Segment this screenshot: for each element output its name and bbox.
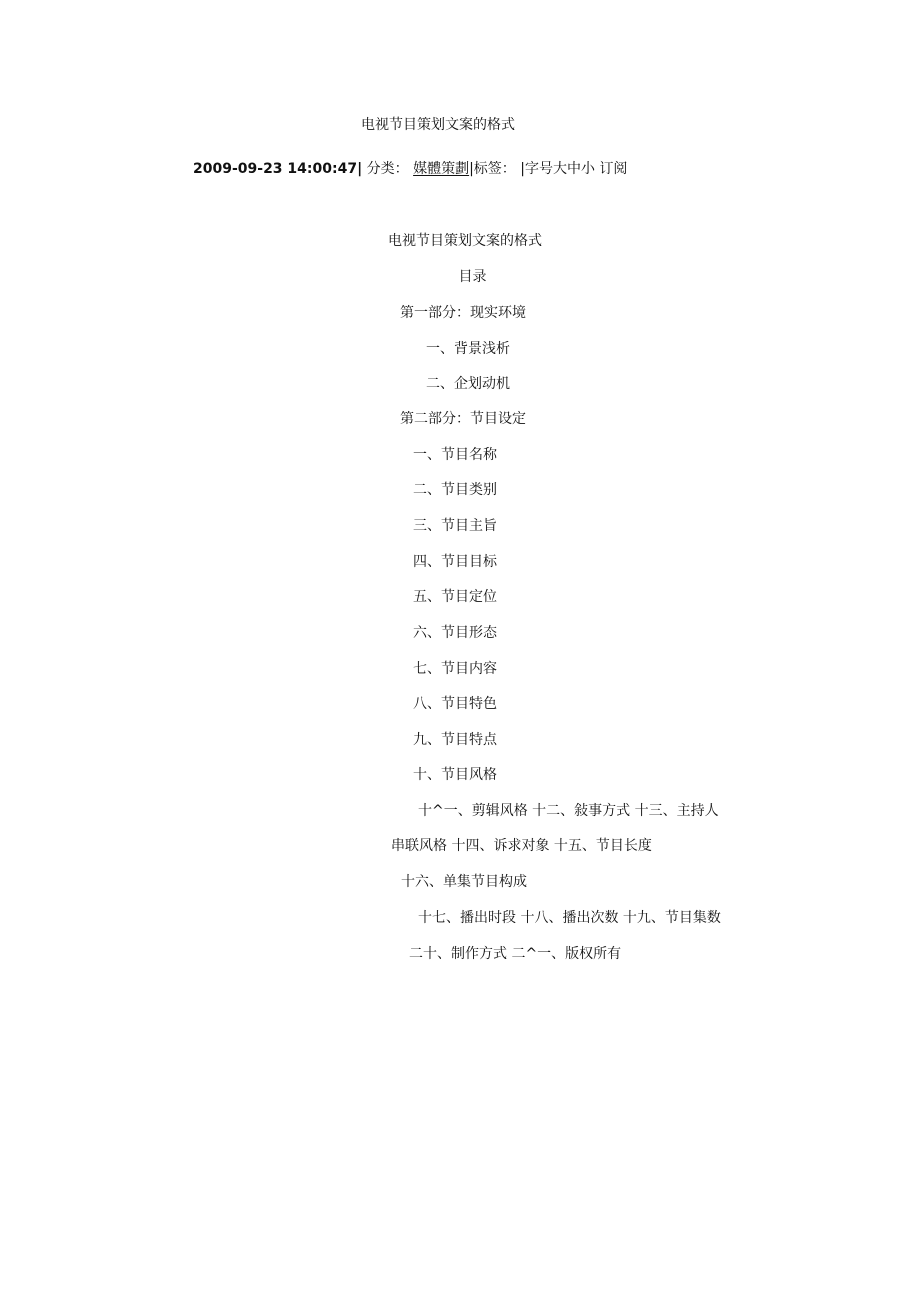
document-title: 电视节目策划文案的格式	[388, 233, 542, 249]
category-label: 分类：	[362, 161, 409, 177]
category-link[interactable]: 媒體策劃	[413, 161, 470, 177]
toc-item: 二十、制作方式 二^一、版权所有	[409, 946, 622, 962]
page-title: 电视节目策划文案的格式	[361, 117, 515, 133]
toc-item: 十六、单集节目构成	[401, 874, 527, 890]
tags-label: |标签：	[469, 161, 516, 177]
subscribe-link[interactable]: 订阅	[599, 161, 628, 177]
toc-item: 八、节目特色	[413, 696, 497, 712]
post-datetime: 2009-09-23 14:00:47|	[193, 161, 363, 177]
toc-item: 五、节目定位	[413, 589, 497, 605]
toc-item: 七、节目内容	[413, 661, 497, 677]
toc-part-2: 第二部分：节目设定	[400, 411, 526, 427]
toc-item: 一、节目名称	[413, 447, 497, 463]
font-size-control[interactable]: |字号大中小	[520, 161, 595, 177]
toc-item: 十^一、剪辑风格 十二、敍事方式 十三、主持人	[418, 803, 719, 819]
toc-item: 二、节目类别	[413, 482, 497, 498]
toc-item: 三、节目主旨	[413, 518, 497, 534]
toc-item: 串联风格 十四、诉求对象 十五、节目长度	[391, 838, 652, 854]
toc-item: 十七、播出时段 十八、播出次数 十九、节目集数	[418, 910, 721, 926]
toc-item: 一、背景浅析	[426, 341, 510, 357]
toc-item: 四、节目目标	[413, 554, 497, 570]
toc-item: 六、节目形态	[413, 625, 497, 641]
toc-part-1: 第一部分：现实环境	[400, 305, 526, 321]
toc-item: 十、节目风格	[413, 767, 497, 783]
toc-item: 二、企划动机	[426, 376, 510, 392]
toc-item: 九、节目特点	[413, 732, 497, 748]
toc-heading: 目录	[458, 269, 487, 285]
post-meta	[193, 160, 627, 178]
